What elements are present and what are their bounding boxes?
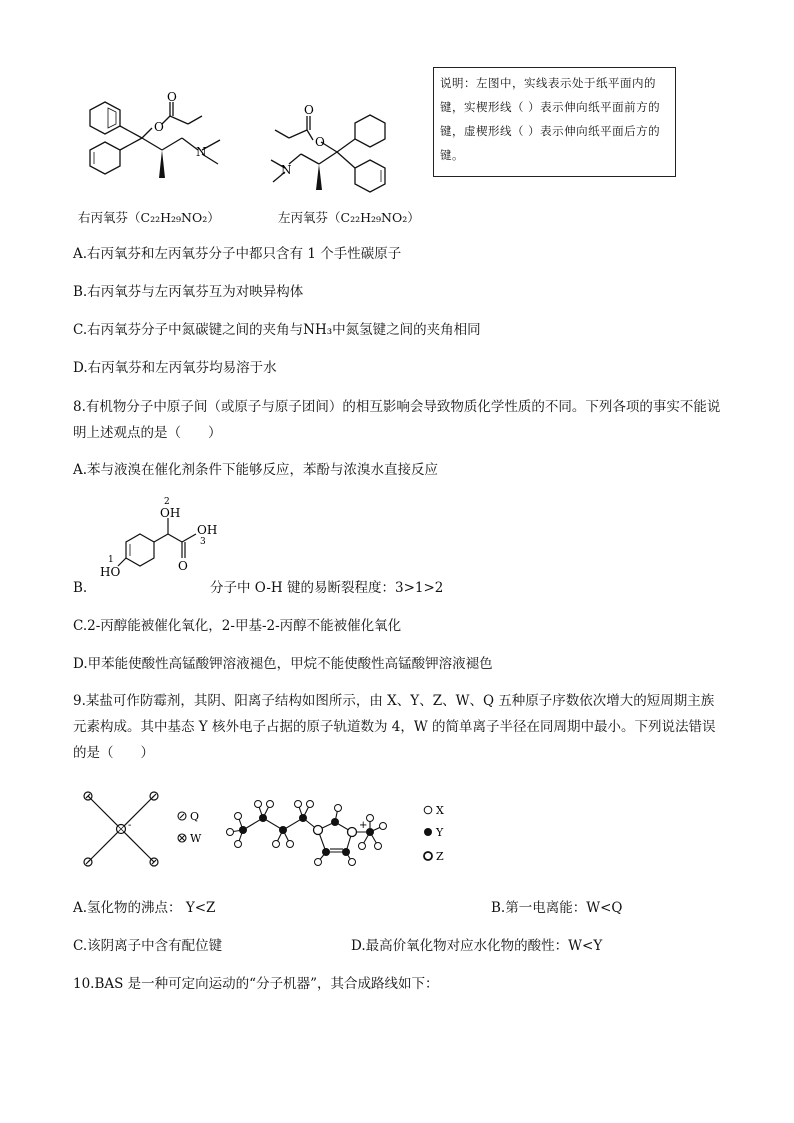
oh-label: OH (160, 506, 181, 520)
cooh-number-3: 3 (200, 537, 206, 547)
ester-oxygen-label: O (315, 135, 325, 149)
legend-note-box: 说明：左图中，实线表示处于纸平面内的键，实楔形线（ ）表示伸向纸平面前方的键，虚楔形线（ ）表示伸向纸平面后方的键。 (433, 67, 676, 177)
ester-oxygen-label: O (154, 120, 164, 134)
legend-w: W (190, 832, 202, 845)
q8-option-b-text: 分子中 O-H 键的易断裂程度：3>1>2 (210, 580, 444, 596)
q7-option-c: C.右丙氧芬分子中氮碳键之间的夹角与NH₃中氮氢键之间的夹角相同 (73, 322, 481, 338)
q9-option-a: A.氢化物的沸点： Y<Z (73, 900, 216, 916)
carbonyl-oxygen-label: O (167, 90, 177, 104)
legend-x: X (436, 804, 444, 817)
q9-option-b: B.第一电离能：W<Q (491, 900, 623, 916)
q8-stem: 8.有机物分子中原子间（或原子与原子团间）的相互影响会导致物质化学性质的不同。下列各项的事实不能说明上述观点的是（ ） (73, 399, 721, 441)
q8-option-a: A.苯与液溴在催化剂条件下能够反应，苯酚与浓溴水直接反应 (73, 462, 439, 478)
legend-q: Q (190, 810, 200, 823)
left-propoxyphene-caption: 左丙氧芬（C₂₂H₂₉NO₂） (278, 210, 420, 225)
q8-option-d: D.甲苯能使酸性高锰酸钾溶液褪色，甲烷不能使酸性高锰酸钾溶液褪色 (73, 656, 493, 672)
ho-number-1: 1 (108, 555, 114, 565)
q9-option-d: D.最高价氧化物对应水化物的酸性：W<Y (351, 938, 603, 954)
cation-charge: + (359, 820, 368, 831)
q7-option-a: A.右丙氧芬和左丙氧芬分子中都只含有 1 个手性碳原子 (73, 246, 402, 262)
ho-label: HO (100, 565, 121, 579)
q7-option-b: B.右丙氧芬与左丙氧芬互为对映异构体 (73, 284, 304, 300)
q7-option-d: D.右丙氧芬和左丙氧芬均易溶于水 (73, 360, 277, 376)
legend-z: Z (436, 850, 444, 863)
anion-charge: - (128, 820, 132, 831)
carbonyl-o-label: O (178, 559, 188, 573)
nitrogen-label: N (281, 163, 292, 177)
q9-ion-structure (78, 786, 468, 876)
q8-option-b-prefix: B. (73, 580, 88, 596)
nitrogen-label: N (196, 145, 207, 159)
q9-option-c: C.该阴离子中含有配位键 (73, 938, 223, 954)
right-propoxyphene-caption: 右丙氧芬（C₂₂H₂₉NO₂） (78, 210, 220, 225)
legend-y: Y (436, 826, 444, 839)
cooh-oh-label: OH (197, 523, 218, 537)
q9-stem: 9.某盐可作防霉剂，其阴、阳离子结构如图所示，由 X、Y、Z、W、Q 五种原子序数依次增大的短周期主族元素构成。其中基态 Y 核外电子占据的原子轨道数为 4，W 的简单离子半径在同周期中最小。下列说法错误的是（ ） (73, 693, 716, 761)
carbonyl-oxygen-label: O (304, 103, 314, 117)
q8-option-c: C.2-丙醇能被催化氧化，2-甲基-2-丙醇不能被催化氧化 (73, 618, 402, 634)
oh-number-2: 2 (164, 497, 170, 507)
q10-stem: 10.BAS 是一种可定向运动的“分子机器”，其合成路线如下： (73, 976, 439, 992)
q8-structure (100, 496, 230, 586)
